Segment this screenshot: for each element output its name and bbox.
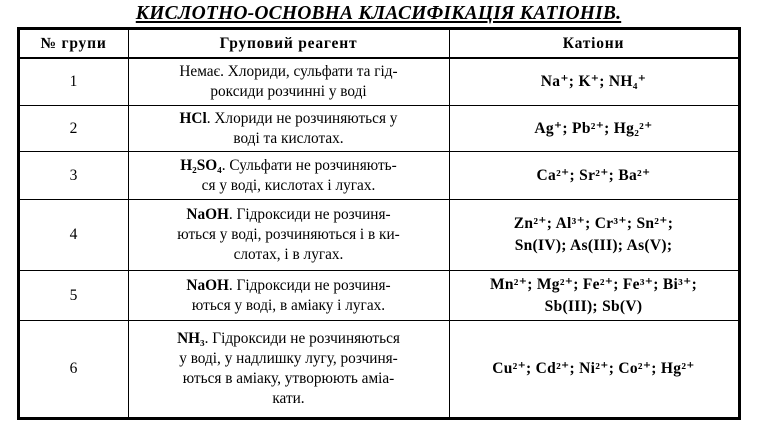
reagent-line: Немає. Хлориди, сульфати та гід- bbox=[179, 63, 398, 80]
reagent-line: роксиди розчинні у воді bbox=[210, 83, 367, 100]
cations-line: Ag⁺; Pb²⁺; Hg₂²⁺ bbox=[534, 119, 653, 137]
reagent-line: воді та кислотах. bbox=[233, 129, 344, 147]
cell-reagent bbox=[128, 321, 449, 419]
cell-reagent bbox=[128, 200, 449, 271]
cell-group-no: 5 bbox=[18, 271, 128, 321]
cell-cations bbox=[449, 58, 739, 106]
table-row bbox=[18, 271, 739, 321]
cell-group-no: 2 bbox=[18, 106, 128, 152]
reagent-line: ються у воді, в аміаку і лугах. bbox=[191, 296, 386, 314]
reagent-line: H₂SO₄. Сульфати не розчиняють- bbox=[180, 156, 397, 174]
table-body bbox=[18, 58, 739, 419]
reagent-formula: NaOH bbox=[186, 276, 229, 294]
cell-reagent bbox=[128, 58, 449, 106]
table-header-row bbox=[18, 29, 739, 59]
cell-reagent bbox=[128, 106, 449, 152]
cell-cations bbox=[449, 152, 739, 200]
reagent-formula: H₂SO₄ bbox=[180, 156, 222, 174]
reagent-line: кати. bbox=[272, 390, 305, 407]
table-row bbox=[18, 152, 739, 200]
cations-line: Sn(IV); As(III); As(V); bbox=[514, 237, 673, 254]
reagent-line: слотах, і в лугах. bbox=[233, 246, 344, 263]
cations-line: Sb(III); Sb(V) bbox=[544, 297, 643, 315]
cations-line: Ca²⁺; Sr²⁺; Ba²⁺ bbox=[536, 166, 651, 184]
reagent-line: NH₃. Гідроксиди не розчиняються bbox=[177, 330, 400, 347]
cell-reagent bbox=[128, 152, 449, 200]
table-row bbox=[18, 58, 739, 106]
cations-line: Na⁺; K⁺; NH₄⁺ bbox=[540, 73, 647, 90]
cations-line: Mn²⁺; Mg²⁺; Fe²⁺; Fe³⁺; Bi³⁺; bbox=[489, 275, 698, 293]
cell-group-no: 1 bbox=[18, 58, 128, 106]
cations-line: Zn²⁺; Al³⁺; Cr³⁺; Sn²⁺; bbox=[513, 215, 674, 232]
table-row bbox=[18, 200, 739, 271]
column-header-reagent: Груповий реагент bbox=[128, 29, 449, 59]
cell-cations bbox=[449, 271, 739, 321]
column-header-group-no: № групи bbox=[18, 29, 128, 59]
cell-cations bbox=[449, 106, 739, 152]
cell-cations bbox=[449, 200, 739, 271]
table-row bbox=[18, 321, 739, 419]
reagent-line: у воді, у надлишку лугу, розчиня- bbox=[179, 350, 398, 367]
cell-reagent bbox=[128, 271, 449, 321]
reagent-formula: NH₃ bbox=[177, 330, 205, 347]
reagent-formula: NaOH bbox=[186, 206, 229, 223]
cation-classification-table bbox=[17, 27, 741, 420]
reagent-line: NaOH. Гідроксиди не розчиня- bbox=[186, 276, 391, 294]
cell-group-no: 4 bbox=[18, 200, 128, 271]
reagent-line: ся у воді, кислотах і лугах. bbox=[201, 176, 376, 194]
reagent-line: ються в аміаку, утворюють аміа- bbox=[182, 370, 395, 387]
reagent-line: ються у воді, розчиняються і в ки- bbox=[177, 226, 400, 243]
reagent-line: NaOH. Гідроксиди не розчиня- bbox=[186, 206, 391, 223]
page-title: КИСЛОТНО-ОСНОВНА КЛАСИФІКАЦІЯ КАТІОНІВ. bbox=[135, 3, 622, 24]
cell-cations bbox=[449, 321, 739, 419]
cations-line: Cu²⁺; Cd²⁺; Ni²⁺; Co²⁺; Hg²⁺ bbox=[492, 360, 695, 377]
reagent-formula: HCl bbox=[179, 109, 207, 127]
cell-group-no: 6 bbox=[18, 321, 128, 419]
column-header-cations: Катіони bbox=[449, 29, 739, 59]
table-row bbox=[18, 106, 739, 152]
reagent-line: HCl. Хлориди не розчиняються у bbox=[179, 109, 398, 127]
title-container bbox=[0, 0, 757, 27]
cell-group-no: 3 bbox=[18, 152, 128, 200]
